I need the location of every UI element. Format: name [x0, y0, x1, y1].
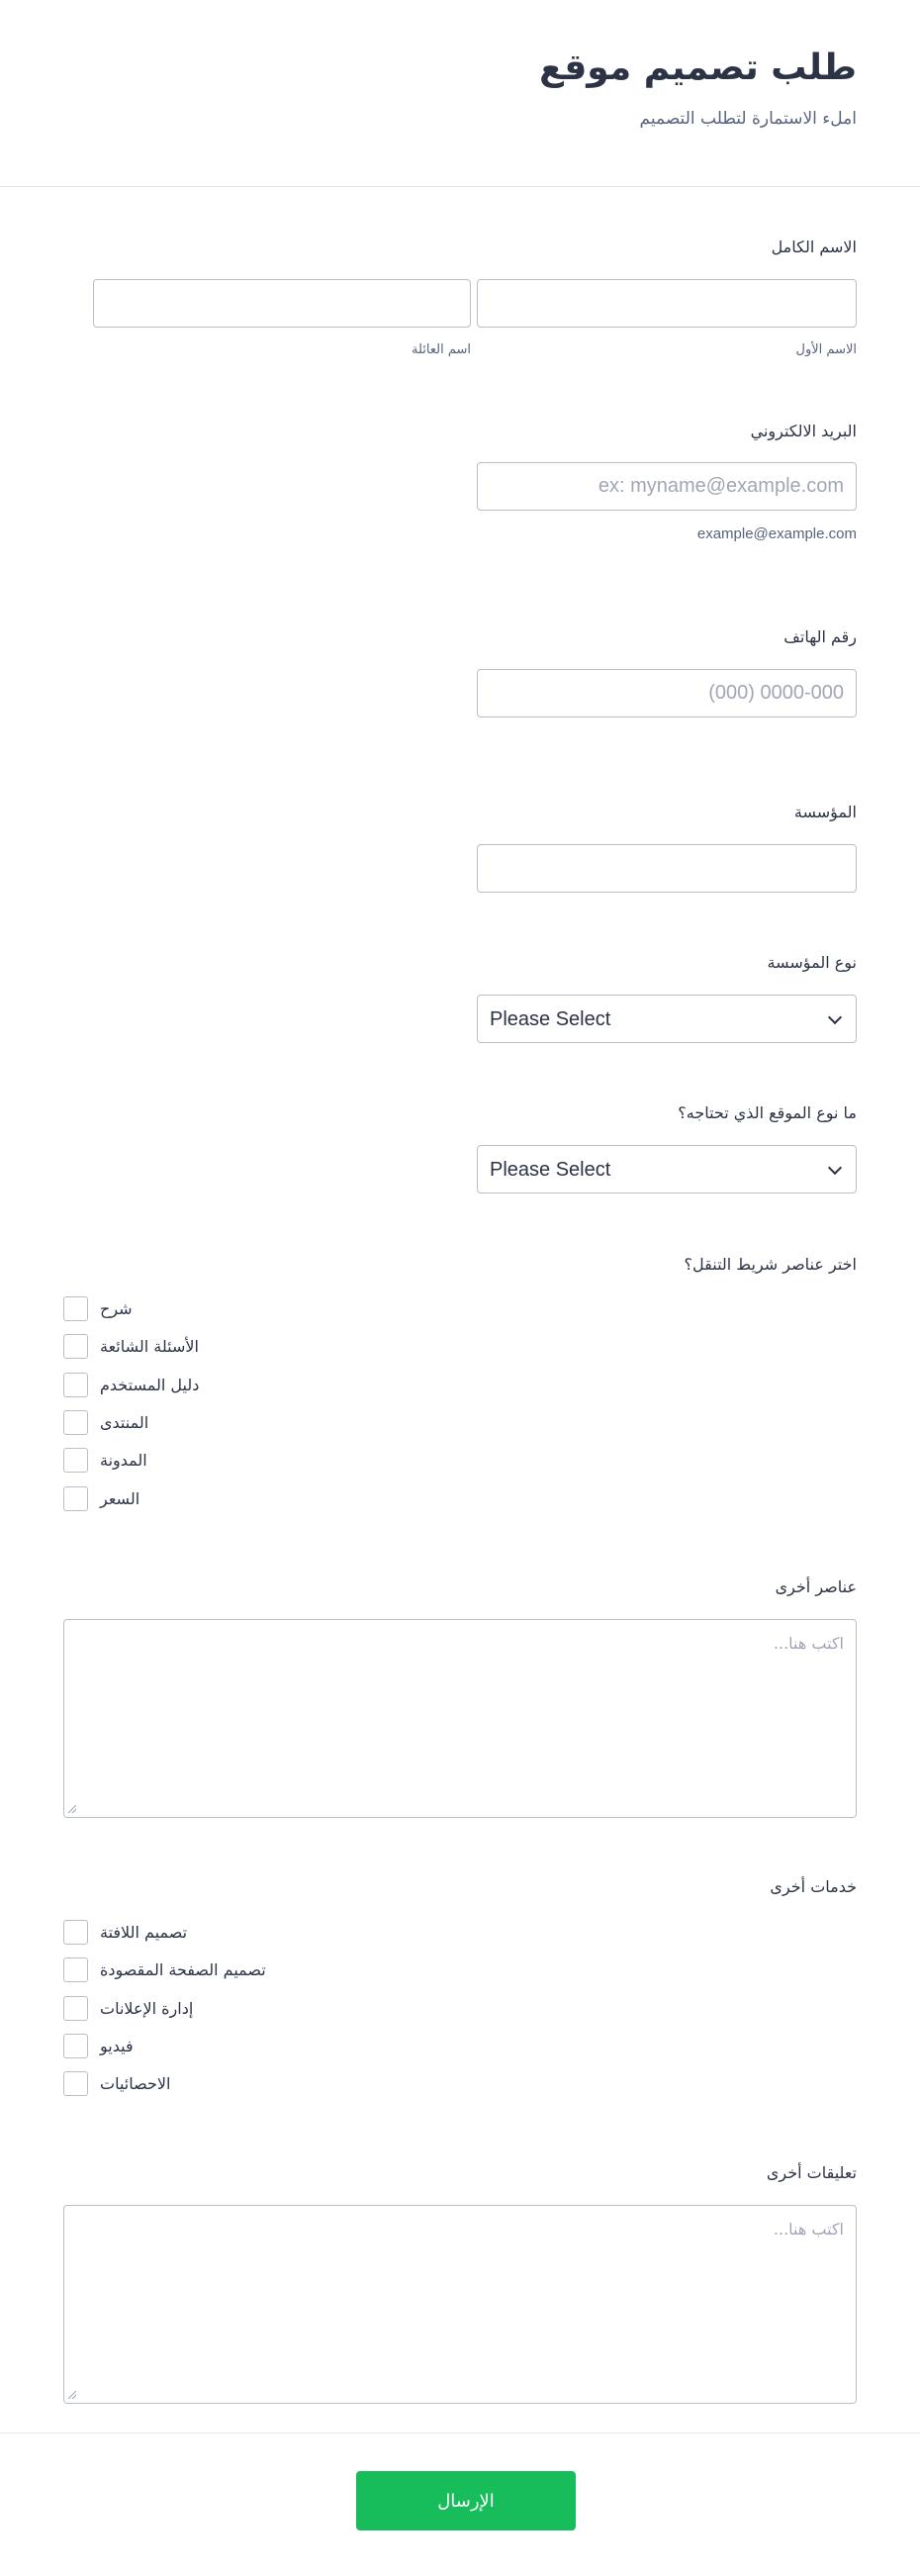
form-header	[0, 0, 920, 187]
textarea-placeholder: اكتب هنا...	[773, 2220, 844, 2239]
email-label: البريد الالكتروني	[750, 422, 857, 440]
checkbox[interactable]	[63, 1486, 88, 1511]
checkbox-label: دليل المستخدم	[100, 1376, 200, 1394]
checkbox[interactable]	[63, 1334, 88, 1359]
checkbox[interactable]	[63, 1373, 88, 1397]
other-elements-label: عناصر أخرى	[775, 1577, 857, 1596]
checkbox[interactable]	[63, 1996, 88, 2021]
checkbox-label: المنتدى	[100, 1413, 149, 1432]
chevron-down-icon	[828, 1010, 842, 1024]
first-name-sublabel: الاسم الأول	[795, 342, 857, 357]
nav-option-forum[interactable]	[63, 1410, 459, 1436]
site-type-label: ما نوع الموقع الذي تحتاجه؟	[678, 1103, 857, 1122]
service-option-video[interactable]	[63, 2034, 459, 2059]
checkbox-label: إدارة الإعلانات	[100, 1999, 194, 2018]
checkbox[interactable]	[63, 1448, 88, 1473]
page-title: طلب تصميم موقع	[539, 48, 857, 88]
comments-label: تعليقات أخرى	[766, 2163, 857, 2182]
resize-handle-icon[interactable]	[68, 1805, 76, 1813]
org-type-selected: Please Select	[490, 1008, 611, 1030]
textarea-placeholder: اكتب هنا...	[773, 1634, 844, 1653]
organization-input[interactable]	[477, 844, 857, 893]
comments-textarea[interactable]	[63, 2205, 857, 2404]
page-subtitle: املء الاستمارة لتطلب التصميم	[639, 109, 857, 129]
checkbox[interactable]	[63, 2071, 88, 2096]
submit-button[interactable]: الإرسال	[356, 2471, 576, 2530]
checkbox-label: المدونة	[100, 1451, 147, 1470]
email-sublabel: example@example.com	[696, 525, 857, 542]
site-type-select[interactable]	[477, 1145, 857, 1193]
resize-handle-icon[interactable]	[68, 2391, 76, 2399]
checkbox[interactable]	[63, 1410, 88, 1435]
service-option-ads[interactable]	[63, 1996, 459, 2022]
last-name-sublabel: اسم العائلة	[412, 342, 471, 357]
checkbox-label: تصميم اللافتة	[100, 1923, 188, 1942]
phone-label: رقم الهاتف	[783, 627, 857, 646]
email-input[interactable]	[477, 462, 857, 511]
full-name-label: الاسم الكامل	[771, 238, 857, 256]
nav-option-price[interactable]	[63, 1486, 459, 1512]
checkbox-label: فيديو	[100, 2037, 134, 2055]
checkbox-label: الاحصائيات	[100, 2074, 171, 2093]
phone-input[interactable]	[477, 669, 857, 717]
org-type-select[interactable]	[477, 995, 857, 1043]
nav-option-blog[interactable]	[63, 1448, 459, 1474]
first-name-input[interactable]	[477, 279, 857, 328]
checkbox-label: الأسئلة الشائعة	[100, 1337, 199, 1356]
nav-option-user-guide[interactable]	[63, 1373, 459, 1398]
checkbox[interactable]	[63, 1296, 88, 1321]
service-option-analytics[interactable]	[63, 2071, 459, 2097]
checkbox[interactable]	[63, 1920, 88, 1945]
org-type-label: نوع المؤسسة	[767, 953, 857, 972]
checkbox-label: السعر	[100, 1489, 140, 1508]
form-footer	[0, 2433, 920, 2576]
last-name-input[interactable]	[93, 279, 471, 328]
nav-elements-label: اختر عناصر شريط التنقل؟	[684, 1255, 857, 1274]
checkbox[interactable]	[63, 1957, 88, 1982]
checkbox-label: تصميم الصفحة المقصودة	[100, 1960, 266, 1979]
nav-option-faq[interactable]	[63, 1334, 459, 1360]
service-option-landing-page[interactable]	[63, 1957, 459, 1983]
site-type-selected: Please Select	[490, 1159, 611, 1181]
nav-option-explanation[interactable]	[63, 1296, 459, 1322]
other-elements-textarea[interactable]	[63, 1619, 857, 1818]
service-option-banner[interactable]	[63, 1920, 459, 1946]
other-services-label: خدمات أخرى	[770, 1877, 857, 1896]
chevron-down-icon	[828, 1161, 842, 1175]
checkbox-label: شرح	[100, 1299, 133, 1318]
organization-label: المؤسسة	[793, 803, 857, 821]
checkbox[interactable]	[63, 2034, 88, 2058]
